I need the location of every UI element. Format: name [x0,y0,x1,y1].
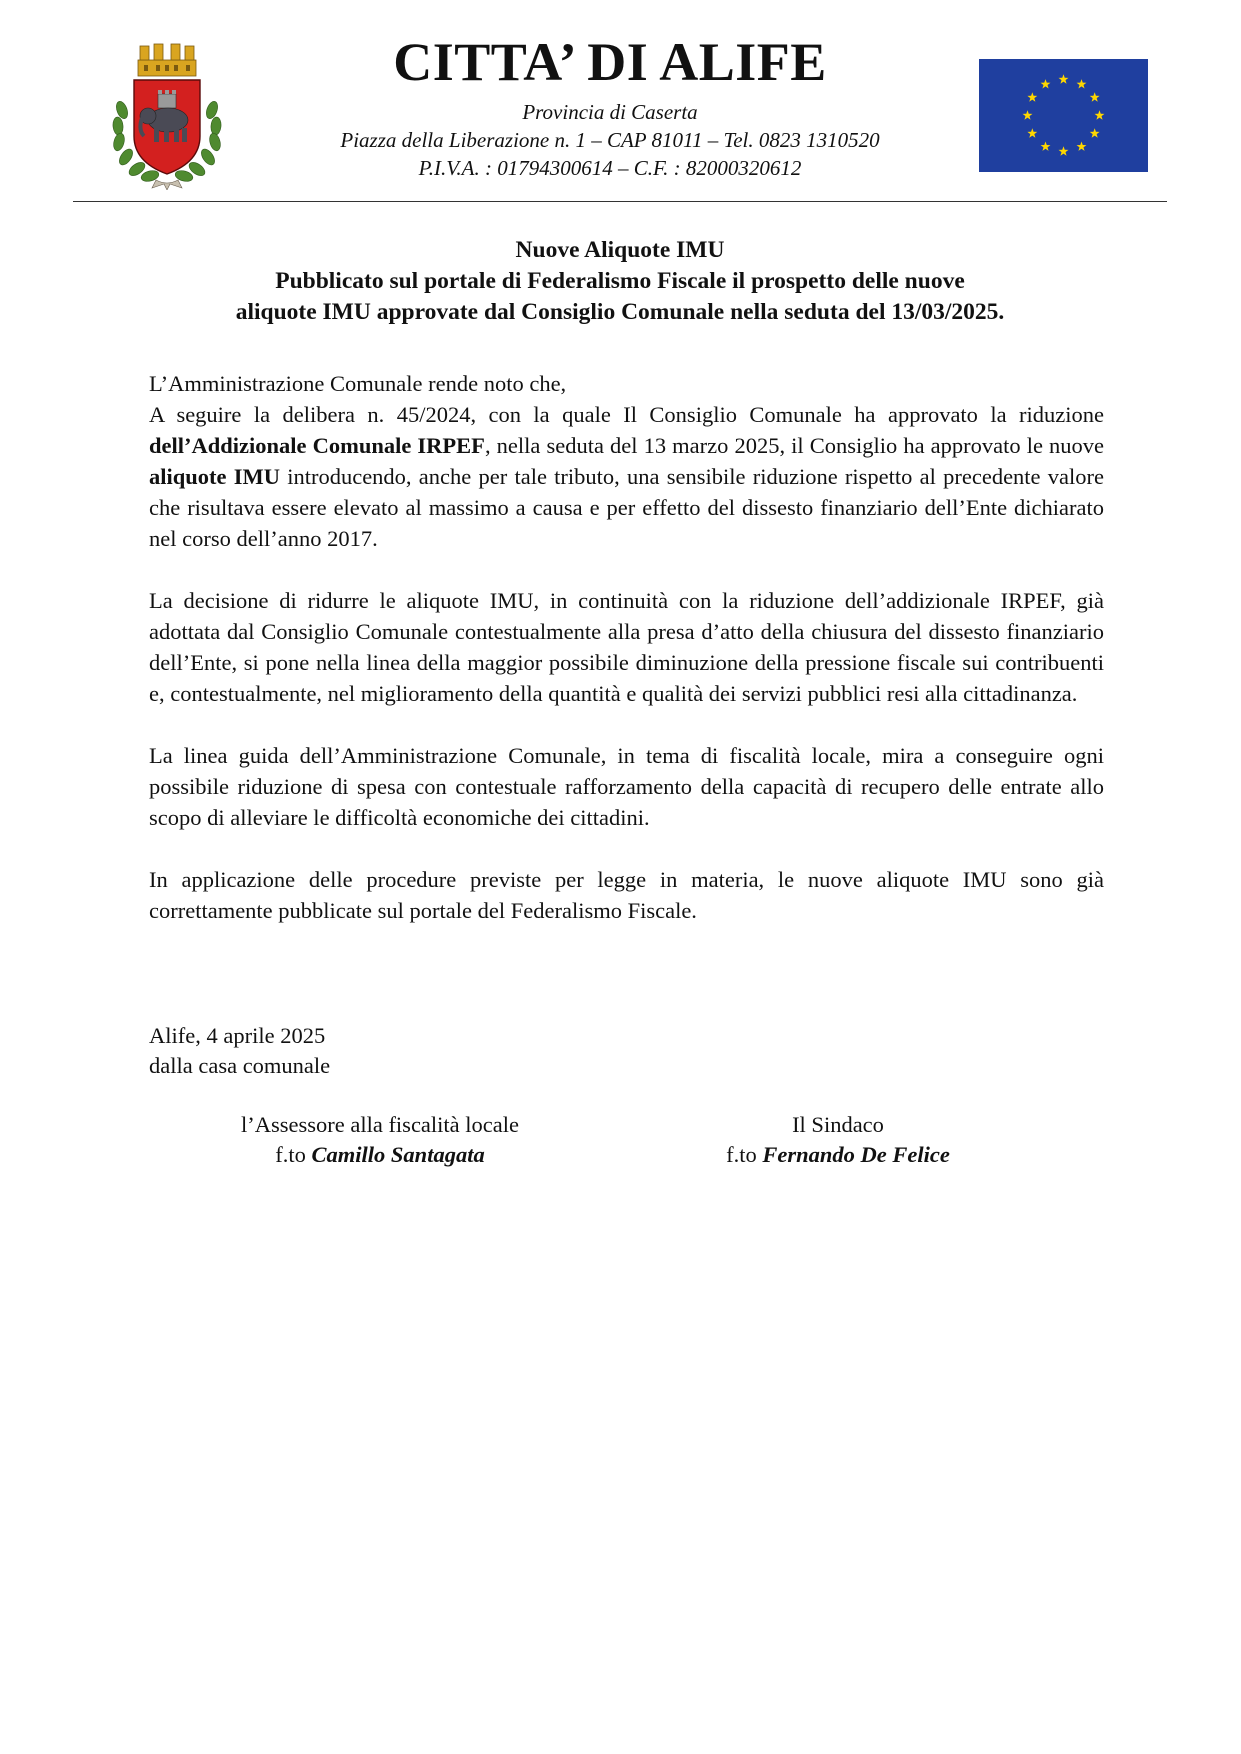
signature-name: Fernando De Felice [762,1142,950,1167]
city-title: CITTA’ DI ALIFE [393,32,827,92]
paragraph-1-bold-imu: aliquote IMU [149,464,280,489]
signature-name-line [220,1140,540,1170]
signature-prefix: f.to [726,1142,763,1167]
paragraph-4: In applicazione delle procedure previste per legge in materia, le nuove aliquote IMU sono già correttamente pubblicate sul portale del Federalismo Fiscale. [149,867,1104,923]
signature-name: Camillo Santagata [311,1142,485,1167]
signature-assessore [220,1110,540,1170]
paragraph-3: La linea guida dell’Amministrazione Comunale, in tema di fiscalità locale, mira a conseguire ogni possibile riduzione di spesa con contestuale rafforzamento della capacità di recupero delle entrate allo scopo di alleviare le difficoltà economiche dei cittadini. [149,743,1104,830]
eu-flag-icon [979,59,1148,172]
title-line-1: Nuove Aliquote IMU [515,237,725,263]
paragraph-2: La decisione di ridurre le aliquote IMU, in continuità con la riduzione dell’addizionale IRPEF, già adottata dal Consiglio Comunale contestualmente alla presa d’atto della chiusura del dissesto finanziario dell’Ente, si pone nella linea della maggior possibile diminuzione della pressione fiscale sui contribuenti e, contestualmente, nel miglioramento della quantità e qualità dei servizi pubblici resi alla cittadinanza. [149,588,1104,706]
place-date-line: Alife, 4 aprile 2025 [149,1023,326,1048]
fiscal-code-line: P.I.V.A. : 01794300614 – C.F. : 82000320612 [418,156,802,180]
paragraph-1-text-e: introducendo, anche per tale tributo, una sensibile riduzione rispetto al precedente valore che risultava essere elevato al massimo a causa e per effetto del dissesto finanziario dell’Ente dichiarato nel corso dell’anno 2017. [149,464,1104,551]
signature-role: l’Assessore alla fiscalità locale [240,1112,519,1137]
province-line: Provincia di Caserta [522,100,698,124]
signature-name-line [693,1140,983,1170]
intro-line: L’Amministrazione Comunale rende noto che, [149,371,567,396]
header-divider [73,201,1167,202]
paragraph-1 [149,399,1104,554]
place-and-date [149,1021,330,1081]
location-line: dalla casa comunale [149,1053,331,1078]
title-line-2: Pubblicato sul portale di Federalismo Fiscale il prospetto delle nuove [275,268,965,294]
paragraph-1-bold-irpef: dell’Addizionale Comunale IRPEF [149,433,485,458]
paragraph-1-text-a: A seguire la delibera n. 45/2024, con la quale Il Consiglio Comunale ha approvato la riduzione [149,402,1104,427]
signature-sindaco [693,1110,983,1170]
document-title [120,235,1120,328]
signature-role: Il Sindaco [792,1112,884,1137]
letterhead [260,28,960,182]
paragraph-1-text-c: , nella seduta del 13 marzo 2025, il Consiglio ha approvato le nuove [484,433,1104,458]
address-line: Piazza della Liberazione n. 1 – CAP 81011 – Tel. 0823 1310520 [340,128,880,152]
title-line-3: aliquote IMU approvate dal Consiglio Comunale nella seduta del 13/03/2025. [235,299,1005,325]
signature-prefix: f.to [275,1142,312,1167]
alife-coat-of-arms-icon [108,40,226,190]
document-body [149,368,1104,926]
